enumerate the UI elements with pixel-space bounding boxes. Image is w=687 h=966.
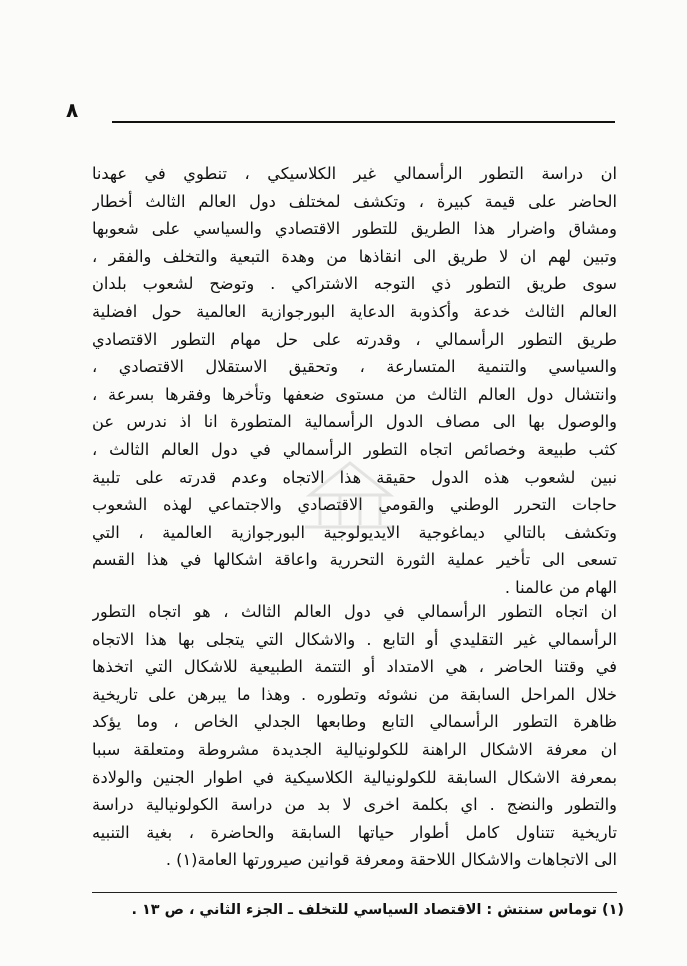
text-line: بمعرفة الاشكال السابقة للكولونيالية الكلاسيكية في اطوار الجنين والولادة [92, 767, 617, 787]
text-line: والوصول بها الى مصاف الدول الرأسمالية المتطورة انا اذ ندرس عن [92, 412, 617, 432]
text-line: كثب طبيعة وخصائص اتجاه التطور الرأسمالي في دول العالم الثالث ، [92, 439, 617, 459]
text-line: خلال المراحل السابقة من نشوئه وتطوره . وهذا ما يبرهن على تاريخية [92, 684, 617, 704]
text-line: الحاضر على قيمة كبيرة ، وتكشف لمختلف دول العالم الثالث أخطار [92, 191, 617, 211]
text-line: طريق التطور الرأسمالي ، وقدرته على حل مهام التطور الاقتصادي [92, 329, 617, 349]
text-line: الرأسمالي غير التقليدي أو التابع . والاشكال التي يتجلى بها هذا الاتجاه [92, 629, 617, 649]
text-line: وتبين لهم ان لا طريق الى انقاذها من وهدة التبعية والتخلف والفقر ، [92, 246, 617, 266]
text-line: ظاهرة التطور الرأسمالي التابع وطابعها الجدلي الخاص ، وما يؤكد [92, 712, 617, 732]
paragraph-2 [92, 598, 617, 874]
text-line: تسعى الى تأخير عملية الثورة التحررية واعاقة اشكالها في هذا القسم [92, 550, 617, 570]
header-rule [112, 121, 615, 123]
footnote: (١) توماس سنتش : الاقتصاد السياسي للتخلف ـ الجزء الثاني ، ص ١٣ . [131, 902, 624, 918]
page-number: ٨ [66, 98, 79, 122]
text-line: في وقتنا الحاضر ، هي الامتداد أو التتمة الطبيعية للاشكال التي اتخذها [92, 657, 617, 677]
text-line: سوى طريق التطور ذي التوجه الاشتراكي . وتوضح لشعوب بلدان [92, 274, 617, 294]
paragraph-1 [92, 160, 617, 602]
footnote-rule [92, 892, 617, 893]
text-line: حاجات التحرر الوطني والقومي الاقتصادي والاجتماعي لهذه الشعوب [92, 495, 617, 515]
text-line: العالم الثالث خدعة وأكذوبة الدعاية البورجوازية العالمية حول افضلية [92, 301, 617, 321]
text-line: تاريخية تتناول كامل أطوار حياتها السابقة والحاضرة ، بغية التنبيه [92, 822, 617, 842]
text-line: ان اتجاه التطور الرأسمالي في دول العالم الثالث ، هو اتجاه التطور [92, 602, 617, 621]
text-line: نبين لشعوب هذه الدول حقيقة هذا الاتجاه وعدم قدرته على تلبية [92, 467, 617, 487]
text-line: الهام من عالمنا . [504, 577, 617, 597]
text-line: وتكشف بالتالي ديماغوجية الايديولوجية البورجوازية العالمية ، التي [92, 522, 617, 542]
text-line: ان دراسة التطور الرأسمالي غير الكلاسيكي ، تنطوي في عهدنا [92, 164, 617, 183]
text-line: والسياسي والتنمية المتسارعة ، وتحقيق الاستقلال الاقتصادي ، [92, 357, 617, 377]
text-line: ومشاق واضرار هذا الطريق للتطور الاقتصادي والسياسي على شعوبها [92, 219, 617, 239]
text-line: ان معرفة الاشكال الراهنة للكولونيالية الجديدة مشروطة ومتعلقة سببا [92, 739, 617, 759]
text-line: الى الاتجاهات والاشكال اللاحقة ومعرفة قوانين صيرورتها العامة(١) . [165, 850, 617, 870]
text-line: والتطور والنضج . اي بكلمة اخرى لا بد من دراسة الكولونيالية دراسة [92, 795, 617, 815]
text-line: وانتشال دول العالم الثالث من مستوى ضعفها وتأخرها وفقرها بسرعة ، [92, 384, 617, 404]
